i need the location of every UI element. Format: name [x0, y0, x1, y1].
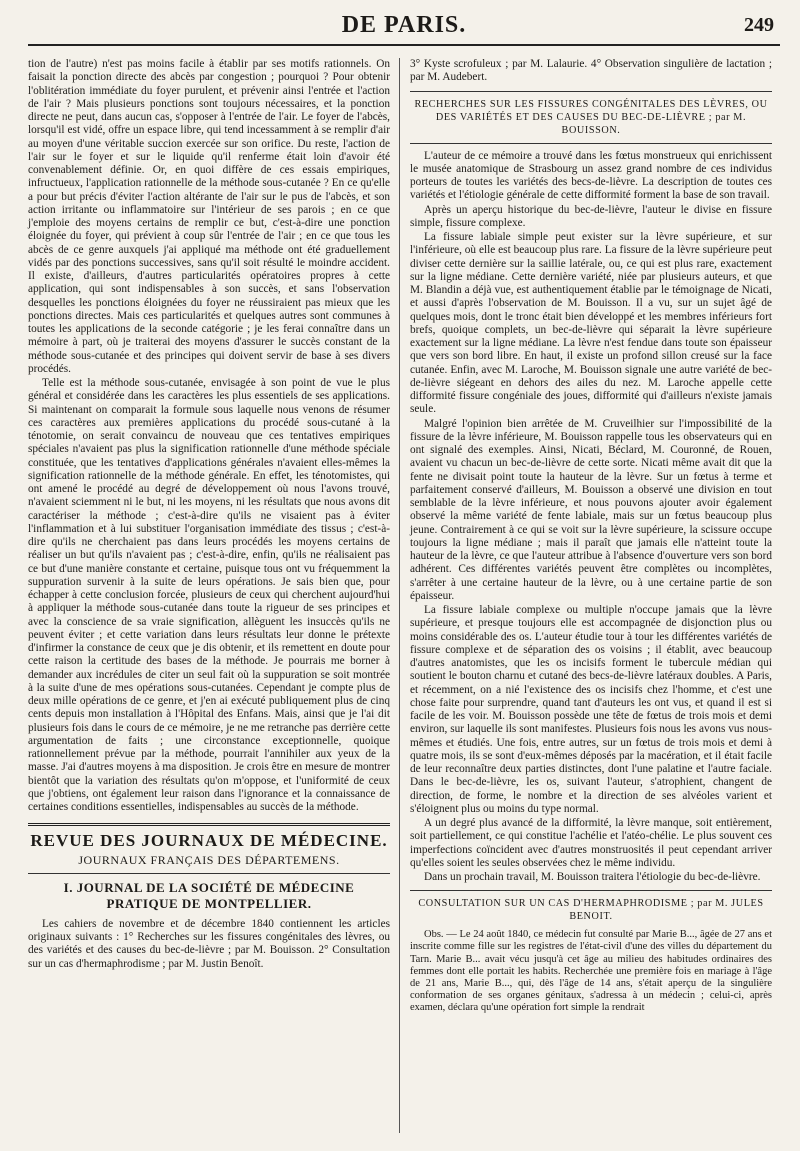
- subtitle-divider: [28, 873, 390, 874]
- right-paragraph-8: Dans un prochain travail, M. Bouisson traitera l'étiologie du bec-de-lièvre.: [424, 871, 761, 883]
- right-divider-2: [410, 143, 772, 144]
- right-paragraph-5: Malgré l'opinion bien arrêtée de M. Cruveilhier sur l'impossibilité de la fissure de la lèvre inférieure, M. Bouisson rappelle tous les observateurs qui en ont signalé des exemples. Ainsi, Nicati, Béclard, M. Couronné, de Rouen, avaient vu chacun un bec-de-lièvre de cette sorte. Nicati même avait dit que la fente ne divisait point toute la hauteur de la lèvre. Sur un fœtus à terme et parfaitement conservé d'ailleurs, M. Bouisson a observé une division en tout semblable de la lèvre inférieure, et nous pouvons ajouter avoir également observé la même variété de fente labiale, mais sur un fœtus beaucoup plus jeune. Contrairement à ce qui se voit sur la lèvre supérieure, la scissure occupe toujours la ligne médiane ; mais il paraît que jamais elle n'atteint toute la hauteur de la lèvre, ce que l'auteur attribue à l'absence d'ouverture vers son bord adhérent. Ces différentes variétés peuvent être complètes ou incomplètes, s'arrêter à une certaine hauteur de la lèvre, ou à une certaine partie de son épaisseur.: [410, 417, 772, 602]
- section-heading-fissures: RECHERCHES SUR LES FISSURES CONGÉNITALES DES LÈVRES, OU DES VARIÉTÉS ET DES CAUSES DU BEC-DE-LIÈVRE ; par M. BOUISSON.: [414, 98, 768, 136]
- right-paragraph-4: La fissure labiale simple peut exister sur la lèvre supérieure, et sur l'inférieure, où elle est beaucoup plus rare. La fissure de la lèvre supérieure peut diviser cette dernière sur la saillie latérale, ou, ce qui est plus rare, exactement sur la ligne médiane. Cette dernière variété, niée par plusieurs auteurs, et que M. Blandin a déjà vue, est authentiquement établie par le témoignage de Nicati, et aussi d'après l'observation de M. Bouisson. Il a vu, sur un sujet âgé de quelques mois, dont le tronc était bien développé et les membres inférieurs fort brefs, quoique complets, un bec-de-lièvre qui séparait la lèvre supérieure exactement sur la ligne médiane. La lèvre n'est fendue dans toute son épaisseur que vers son bord libre. En haut, il existe un profond sillon creusé sur la face cutanée. Enfin, avec M. Laroche, M. Bouisson signale une autre variété de bec-de-lièvre siégeant en dehors des ailes du nez. M. Laroche appelle cette difformité fissure congéniale des joues, difformité qui d'ailleurs n'existe jamais seule.: [410, 231, 772, 416]
- revue-title: REVUE DES JOURNAUX DE MÉDECINE.: [30, 831, 388, 851]
- column-rule: [399, 58, 400, 1133]
- section-divider: [28, 823, 390, 826]
- left-paragraph-3: Les cahiers de novembre et de décembre 1840 contiennent les articles originaux suivants : 1° Recherches sur les fissures congénitales des lèvres, ou des variétés et des causes du bec-de-lièvre ; par M. Bouisson. 2° Consultation sur un cas d'hermaphrodisme ; par M. Justin Benoît.: [28, 917, 390, 970]
- page-number: 249: [744, 14, 774, 36]
- journal-heading: I. JOURNAL DE LA SOCIÉTÉ DE MÉDECINE PRATIQUE DE MONTPELLIER.: [63, 879, 355, 911]
- right-paragraph-1: 3° Kyste scrofuleux ; par M. Lalaurie. 4° Observation singulière de lactation ; par M. Audebert.: [410, 58, 772, 84]
- left-paragraph-2: Telle est la méthode sous-cutanée, envisagée à son point de vue le plus général et considérée dans les caractères les plus essentiels de ses applications. Si maintenant on comparait la formule sous laquelle nous venons de résumer ces caractères aux premières applications du procédé sous-cutané à la ténotomie, on serait convaincu de nouveau que ces tentatives empiriques spéciales n'avaient pas plus la signification rationnelle d'une méthode spéciale constituée, que les tentatives d'applications générales n'avaient elles-mêmes la signification rationnelle de la méthode générale. En effet, les ténotomistes, qui ont amené le procédé au degré de développement où nous l'avons trouvé, n'avaient sciemment ni le but, ni les moyens, ni les résultats que nous avons dit caractériser la méthode ; c'est-à-dire qu'ils ne visaient pas à éviter l'inflammation et à lui substituer l'organisation immédiate des tissus ; c'est-à-dire qu'ils ne cherchaient pas dans leurs procédés les moyens certains de réaliser un but qu'ils n'avaient pas ; c'est-à-dire, enfin, qu'ils ne réalisaient pas ce but d'une manière constante et certaine, puisque tous ont vu fréquemment la suppuration survenir à la suite de leurs opérations. Je sais bien que, pour échapper à cette conclusion forcée, plusieurs de ceux qui cherchent aujourd'hui à appliquer la méthode sous-cutanée dans toute la rigueur de ses principes et avec la conscience de sa vraie signification, allèguent les insuccès qu'ils ne peuvent éviter ; et cette variation dans leurs résultats leur donne le prétexte d'infirmer la constance de ceux que je dis obtenir, et ils remettent en doute pour cette raison la certitude des bases de la méthode. Je pourrais me borner à demander aux incrédules de citer un seul fait où la suppuration se soit montrée à la suite d'une de mes opérations sous-cutanées. Cependant je compte plus de deux mille opérations de ce genre, et j'en ai exécuté publiquement plus de cinq cents depuis mon installation à l'Hôpital des Enfans. Mais, ainsi que je l'ai dit plusieurs fois dans le cours de ce mémoire, je ne me retranche pas derrière cette argumentation de faits ; une circonstance exceptionnelle, quoique rationnellement prévue par la méthode, pourrait l'annihiler aux yeux de la masse. J'ai d'autres moyens à ma disposition. Je crois être en mesure de montrer bientôt que la variation des résultats qu'on m'oppose, et l'uniformité de ceux que j'obtiens, ont également leur raison dans l'ignorance et la connaissance de certaines conditions essentielles, indispensables au succès de la méthode.: [28, 377, 390, 813]
- left-paragraph-1: tion de l'autre) n'est pas moins facile à établir par ses motifs rationnels. On faisait la ponction directe des abcès par congestion ; pourquoi ? Pour obtenir l'oblitération immédiate du foyer purulent, et prévenir ainsi l'entrée et l'action de l'air ? Mais plusieurs ponctions sont toujours nécessaires, et la ponction directe ne peut, dans aucun cas, s'opposer à l'entrée de l'air. Le foyer de l'abcès, lorsqu'il est vidé, offre un espace libre, qui tend incessamment à se remplir d'air au moyen d'une véritable succion exercée sur son orifice. Du reste, l'action de l'air sur le foyer et sur le liquide qu'il renferme était loin d'avoir été convenablement définie. Or, en quoi diffère de ces essais empiriques, infructueux, l'application rationnelle de la méthode sous-cutanée ? En ce qu'elle a pour but précis d'éviter l'action altérante de l'air sur le pus de l'abcès, et son action irritante ou inflammatoire sur l'intérieur de ses parois ; en ce que j'emploie des moyens certains de remplir ce but, c'est-à-dire une ponction éloignée du foyer, qui prévient à coup sûr l'entrée de l'air ; en ce que tous les abcès de ce genre auxquels j'ai appliqué ma méthode ont été graduellement vidés par des ponctions successives, sans qu'il soit résulté le moindre accident. Il existe, d'ailleurs, d'autres particularités opératoires propres à cette application, qui sont indispensables à son succès, et sans l'observation desquelles les ponctions éloignées du foyer ne réussiraient pas mieux que les ponctions directes. Mais ces particularités et quelques autres sont communes à toutes les applications de la seconde catégorie ; je les ferai connaître dans un mémoire à part, où je traiterai des moyens d'assurer le succès constant de la méthode sous-cutanée et des principes qui doivent servir de base à ses divers procédés.: [28, 58, 390, 375]
- right-divider-1: [410, 91, 772, 92]
- running-title: DE PARIS.: [341, 12, 467, 38]
- left-column: [28, 58, 390, 1138]
- right-paragraph-9: Obs. — Le 24 août 1840, ce médecin fut consulté par Marie B..., âgée de 27 ans et inscrite comme fille sur les registres de l'état-civil d'une des villes du département du Tarn. Marie B... avait vécu jusqu'à cet âge au milieu des habitudes ordinaires des femmes dont elle portait les habits. Recherchée une première fois en mariage à l'âge de 21 ans, Marie B..., qui, dès l'âge de 14 ans, s'était aperçu de la singulière conformation de ses organes génitaux, s'adressa à un médecin ; celui-ci, après examen, déclara qu'une opération fort simple la rendrait: [410, 929, 772, 1014]
- right-column: [410, 58, 772, 1138]
- revue-subtitle: JOURNAUX FRANÇAIS DES DÉPARTEMENS.: [78, 852, 340, 867]
- right-paragraph-6: La fissure labiale complexe ou multiple n'occupe jamais que la lèvre supérieure, et presque toujours elle est accompagnée de disjonction plus ou moins considérable des os. L'auteur étudie tour à tour les différentes variétés de fissure complexe et de séparation des os voisins ; il établit, avec beaucoup d'autres anatomistes, que les os incisifs forment le tubercule médian qui soutient le bouton charnu et cutané des becs-de-lièvre latéraux doubles. A Paris, et récemment, on a nié l'existence des os incisifs chez l'homme, et c'est une chose faite pour surprendre, quand tant d'auteurs les ont vus, et quand il est si facile de les voir. M. Bouisson possède une tête de fœtus de trois mois et demi environ, sur laquelle ils sont manifestes. Plusieurs fois nous les avons vus nous-mêmes et étudiés. Une fois, entre autres, sur un fœtus de trois mois et demi à quatre mois, ils se sont d'eux-mêmes déposés par la macération, et il était facile de leur reconnaître deux parties distinctes, dont l'une palatine et l'autre faciale. Dans le bec-de-lièvre, les os, suivant l'auteur, s'atrophient, changent de direction, de forme, le nombre et la direction de ses alvéoles varient et s'éloignent plus ou moins du type normal.: [410, 604, 772, 815]
- section-heading-hermaphrodisme: CONSULTATION SUR UN CAS D'HERMAPHRODISME ; par M. JULES BENOIT.: [418, 898, 764, 923]
- journal-page: [28, 10, 780, 1140]
- right-paragraph-3: Après un aperçu historique du bec-de-lièvre, l'auteur le divise en fissure simple, fissure complexe.: [410, 203, 772, 229]
- right-paragraph-7: A un degré plus avancé de la difformité, la lèvre manque, soit entièrement, soit partiellement, ce qui constitue l'achélie et l'atéo-chélie. Le plus souvent ces imperfections coïncident avec d'autres monstruosités il peut cependant arriver qu'elles soient les seules observées chez le même individu.: [410, 817, 772, 869]
- right-divider-3: [410, 890, 772, 891]
- right-paragraph-2: L'auteur de ce mémoire a trouvé dans les fœtus monstrueux qui enrichissent le musée anatomique de Strasbourg un assez grand nombre de ces individus porteurs de toutes les variétés des becs-de-lièvre. La description de toutes ces variétés et l'étiologie générale de cette difformité forment la base de son travail.: [410, 149, 772, 202]
- running-header: [28, 10, 780, 46]
